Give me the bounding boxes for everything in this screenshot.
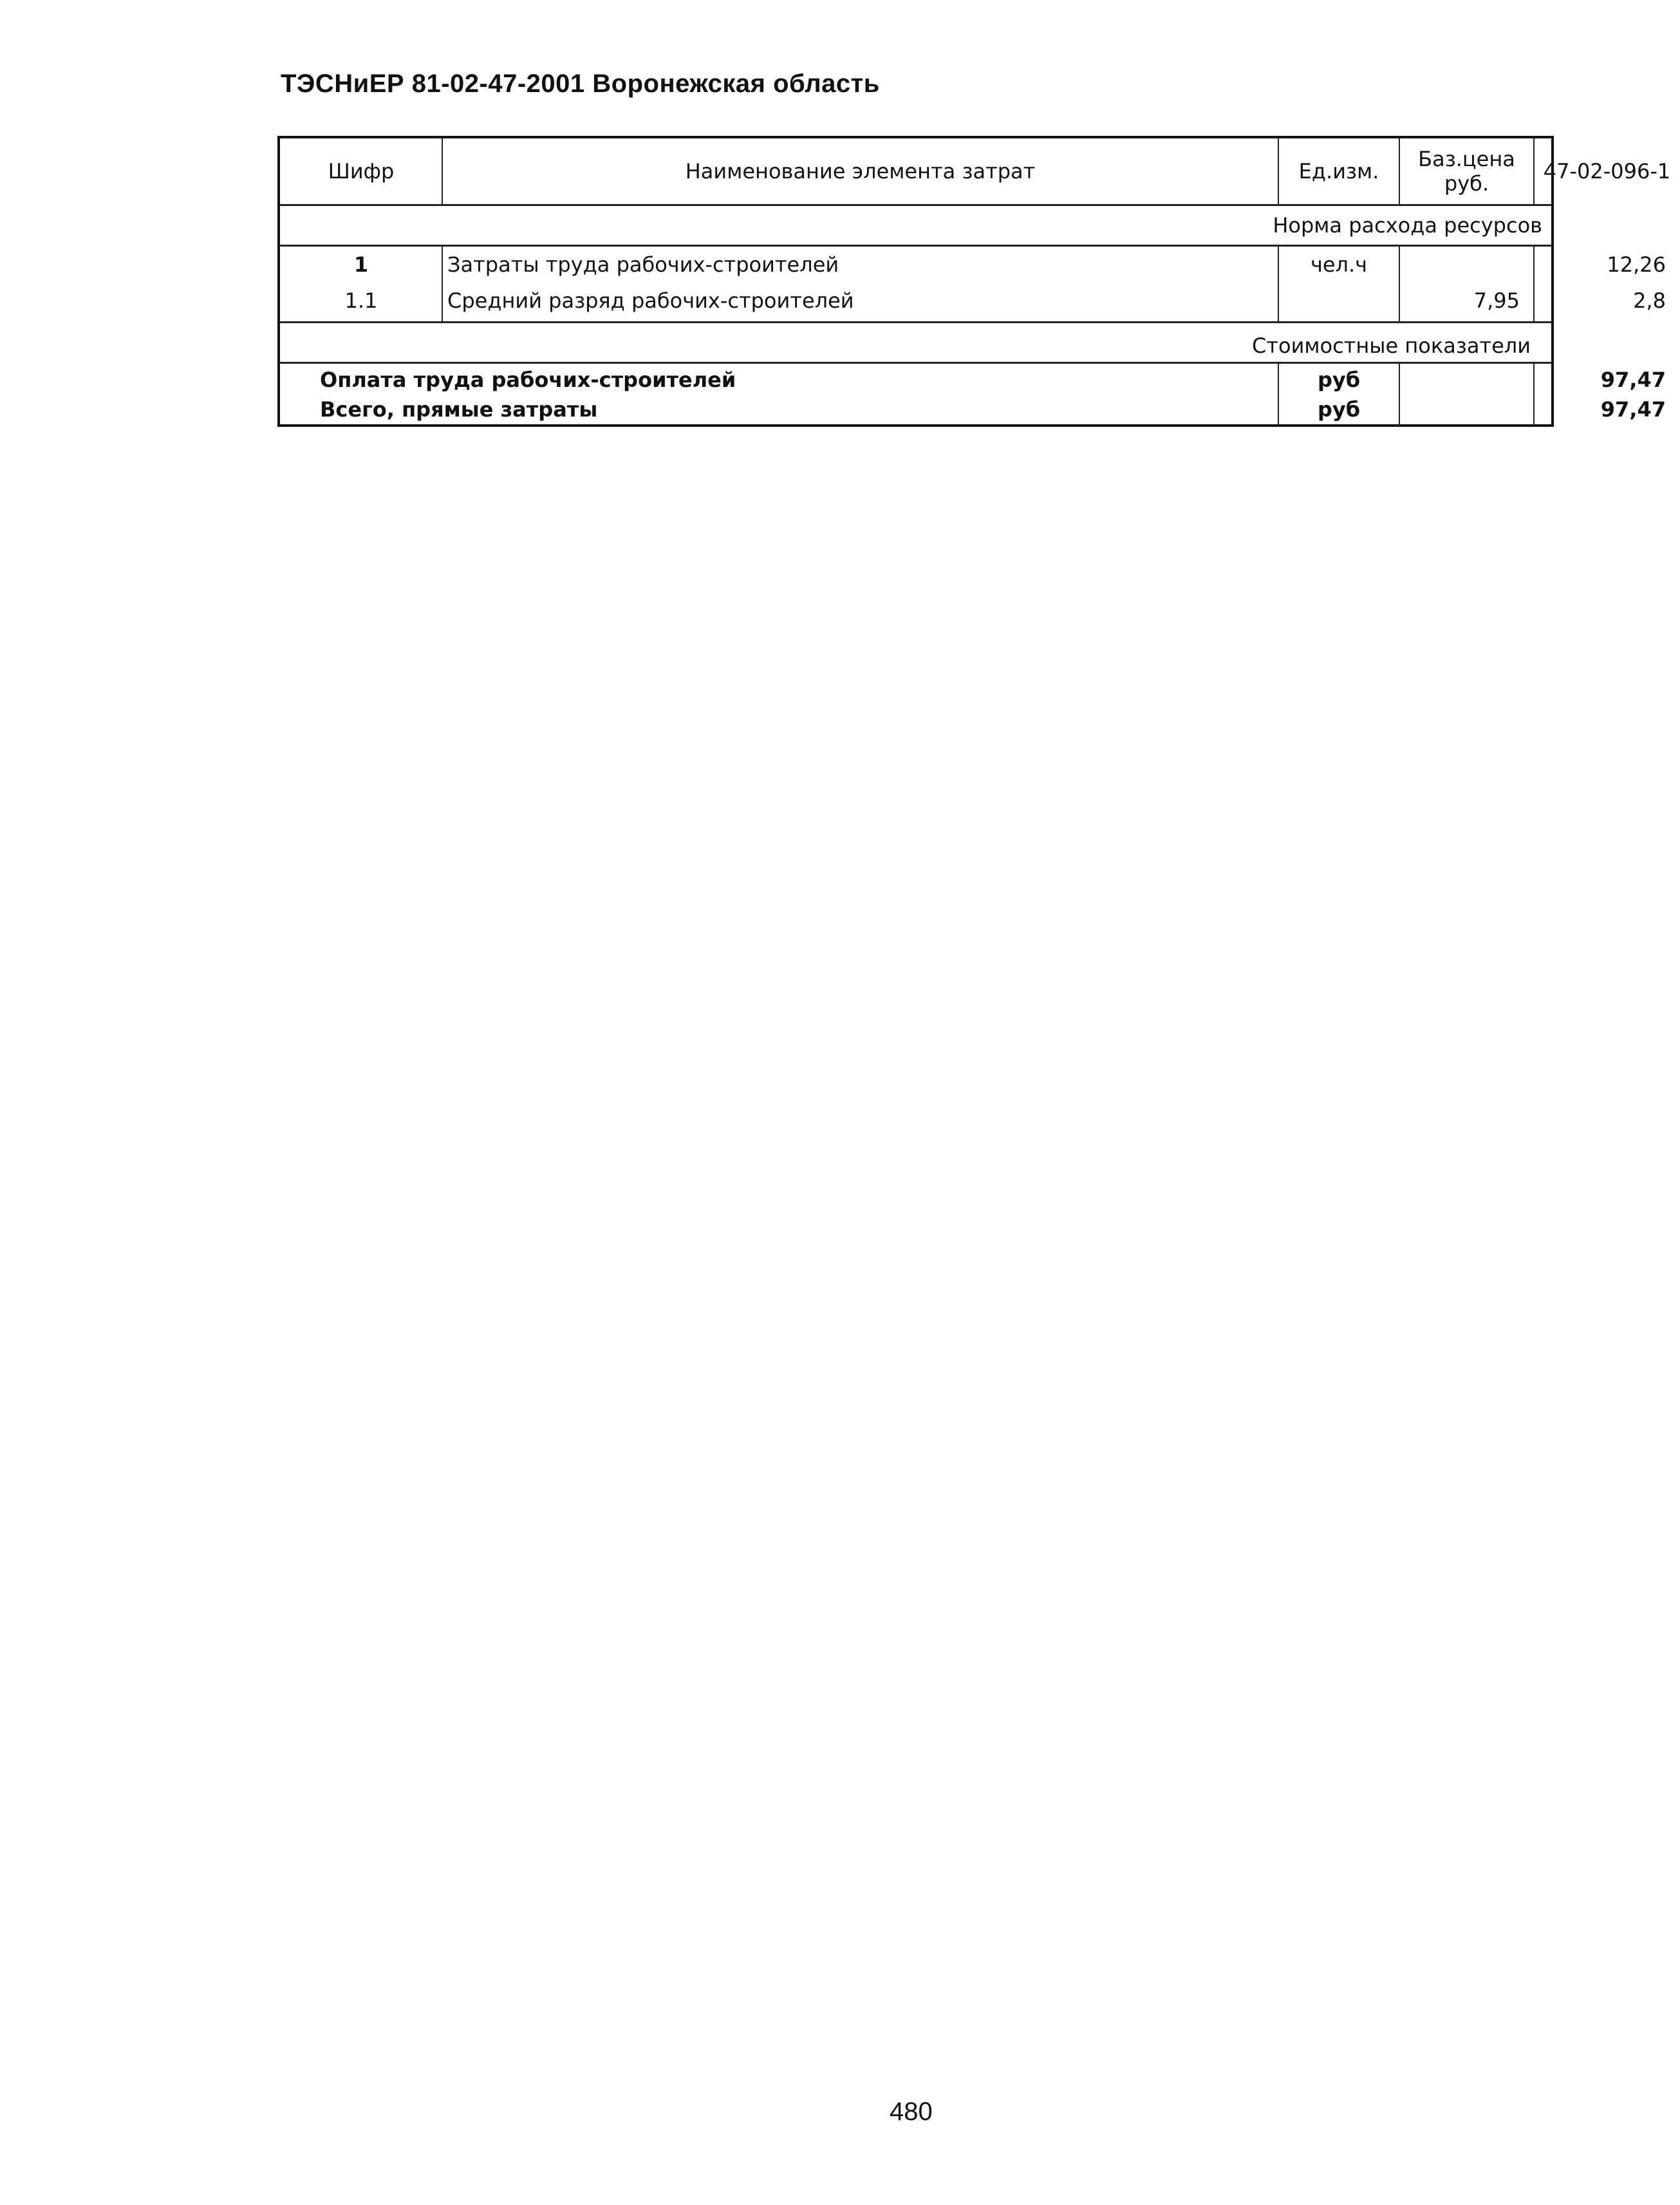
divider xyxy=(442,245,443,321)
table-row xyxy=(280,393,1666,426)
row-name: Всего, прямые затраты xyxy=(320,397,598,422)
document-title: ТЭСНиЕР 81-02-47-2001 Воронежская область xyxy=(281,70,880,98)
divider xyxy=(1278,138,1279,204)
row-unit: руб xyxy=(1317,368,1361,392)
row-value: 97,47 xyxy=(1600,368,1666,392)
divider xyxy=(1533,245,1535,321)
header-unit: Ед.изм. xyxy=(1298,159,1379,183)
row-unit: чел.ч xyxy=(1310,252,1368,277)
divider xyxy=(1533,138,1535,204)
row-value: 12,26 xyxy=(1607,252,1666,277)
page-number: 480 xyxy=(890,2097,933,2126)
table-row xyxy=(280,364,1666,396)
row-code: 1 xyxy=(353,252,369,277)
row-price: 7,95 xyxy=(1473,288,1520,313)
divider xyxy=(1399,362,1400,427)
row-unit xyxy=(1278,283,1399,319)
divider xyxy=(442,138,443,204)
row-value: 97,47 xyxy=(1600,397,1666,422)
row-price xyxy=(1399,364,1534,396)
divider xyxy=(1399,245,1400,321)
row-code: 1.1 xyxy=(344,288,378,313)
header-base-price-line1: Баз.цена xyxy=(1418,147,1515,171)
table-row xyxy=(280,247,1666,283)
header-name: Наименование элемента затрат xyxy=(685,159,1036,183)
divider xyxy=(1278,362,1279,427)
row-name: Оплата труда рабочих-строителей xyxy=(320,368,736,392)
section-costs-label: Стоимостные показатели xyxy=(1252,333,1531,358)
divider xyxy=(1533,362,1535,427)
row-unit: руб xyxy=(1317,397,1361,422)
row-name: Затраты труда рабочих-строителей xyxy=(447,252,839,277)
divider xyxy=(1399,138,1400,204)
section-costs-row xyxy=(280,323,1551,362)
row-price xyxy=(1399,247,1534,283)
section-resources-label: Норма расхода ресурсов xyxy=(1273,213,1542,238)
header-norm-code: 47-02-096-1 xyxy=(1543,159,1671,183)
table-row xyxy=(280,283,1666,319)
divider xyxy=(1278,245,1279,321)
row-name: Средний разряд рабочих-строителей xyxy=(447,288,854,313)
header-base-price xyxy=(1399,138,1534,204)
row-price xyxy=(1399,393,1534,426)
table-header-row xyxy=(280,138,1671,204)
row-value: 2,8 xyxy=(1633,288,1666,313)
resource-rate-table xyxy=(277,136,1671,427)
header-base-price-line2: руб. xyxy=(1444,171,1489,196)
header-code: Шифр xyxy=(328,159,395,183)
section-resources-row xyxy=(280,206,1551,245)
